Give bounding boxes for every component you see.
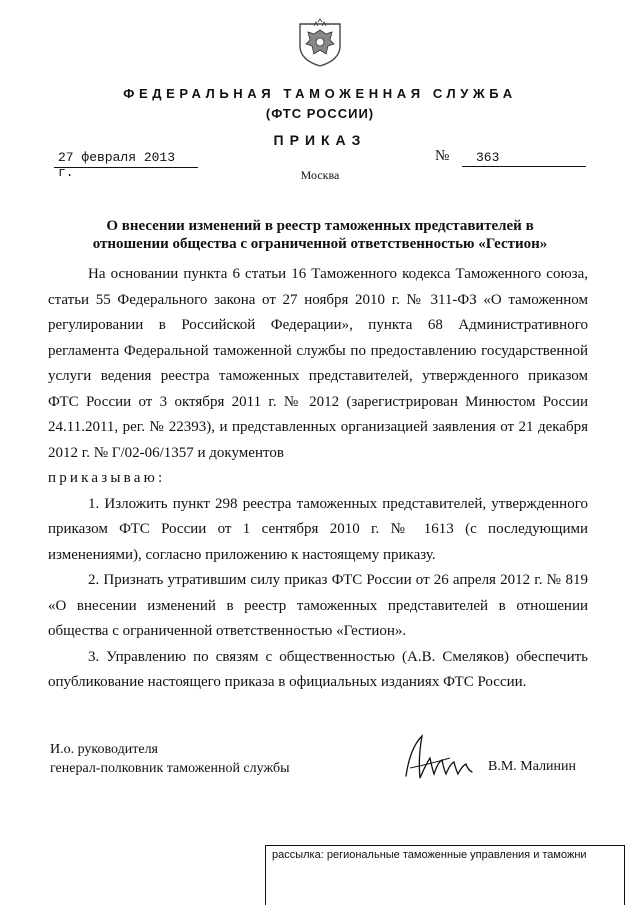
signatory-name: В.М. Малинин — [488, 759, 577, 774]
title-line-1: О внесении изменений в реестр таможенных представителей в — [106, 218, 534, 234]
position-line-2: генерал-полковник таможенной службы — [50, 761, 290, 776]
mailing-list-box — [265, 845, 625, 905]
preamble-paragraph: На основании пункта 6 статьи 16 Таможенного кодекса Таможенного союза, статьи 55 Федерального закона от 27 ноября 2010 г. № 311-ФЗ «О таможенном регулировании в Российской Федерации», пункта 68 Административного регламента Федеральной таможенной службы по предоставлению государственной услуги ведения реестра таможенных представителей, утвержденного приказом ФТС России от 3 октября 2011 г. № 2012 (зарегистрирован Минюстом России 24.11.2011, рег. № 22393), и представленных организацией заявления от 21 декабря 2012 г. № Г/02-06/1357 и документов — [48, 266, 588, 461]
handwritten-signature — [400, 728, 480, 788]
mailing-list-text: рассылка: региональные таможенные управления и таможни — [272, 849, 587, 861]
order-word: приказываю: — [48, 470, 166, 486]
signatory-position — [50, 740, 289, 778]
number-label: № — [435, 148, 450, 164]
document-title — [80, 217, 560, 253]
position-line-1: И.о. руководителя — [50, 742, 159, 757]
agency-name: ФЕДЕРАЛЬНАЯ ТАМОЖЕННАЯ СЛУЖБА — [123, 86, 517, 101]
document-number: 363 — [462, 150, 586, 167]
item-2: 2. Признать утратившим силу приказ ФТС России от 26 апреля 2012 г. № 819 «О внесении изменений в реестр таможенных представителей в отношении общества с ограниченной ответственностью «Гестион». — [48, 572, 588, 639]
document-date: 27 февраля 2013 г. — [54, 150, 198, 168]
agency-short-name: (ФТС РОССИИ) — [265, 106, 375, 121]
document-type: ПРИКАЗ — [273, 132, 367, 148]
state-emblem-icon — [296, 16, 344, 68]
item-3: 3. Управлению по связям с общественностью (А.В. Смеляков) обеспечить опубликование настоящего приказа в официальных изданиях ФТС России. — [48, 648, 588, 690]
city: Москва — [300, 168, 340, 182]
document-body — [48, 262, 588, 696]
title-line-2: отношении общества с ограниченной ответственностью «Гестион» — [92, 236, 548, 252]
item-1: 1. Изложить пункт 298 реестра таможенных представителей, утвержденного приказом ФТС России от 1 сентября 2010 г. № 1613 (с последующими изменениями), согласно приложению к настоящему приказу. — [48, 495, 588, 563]
